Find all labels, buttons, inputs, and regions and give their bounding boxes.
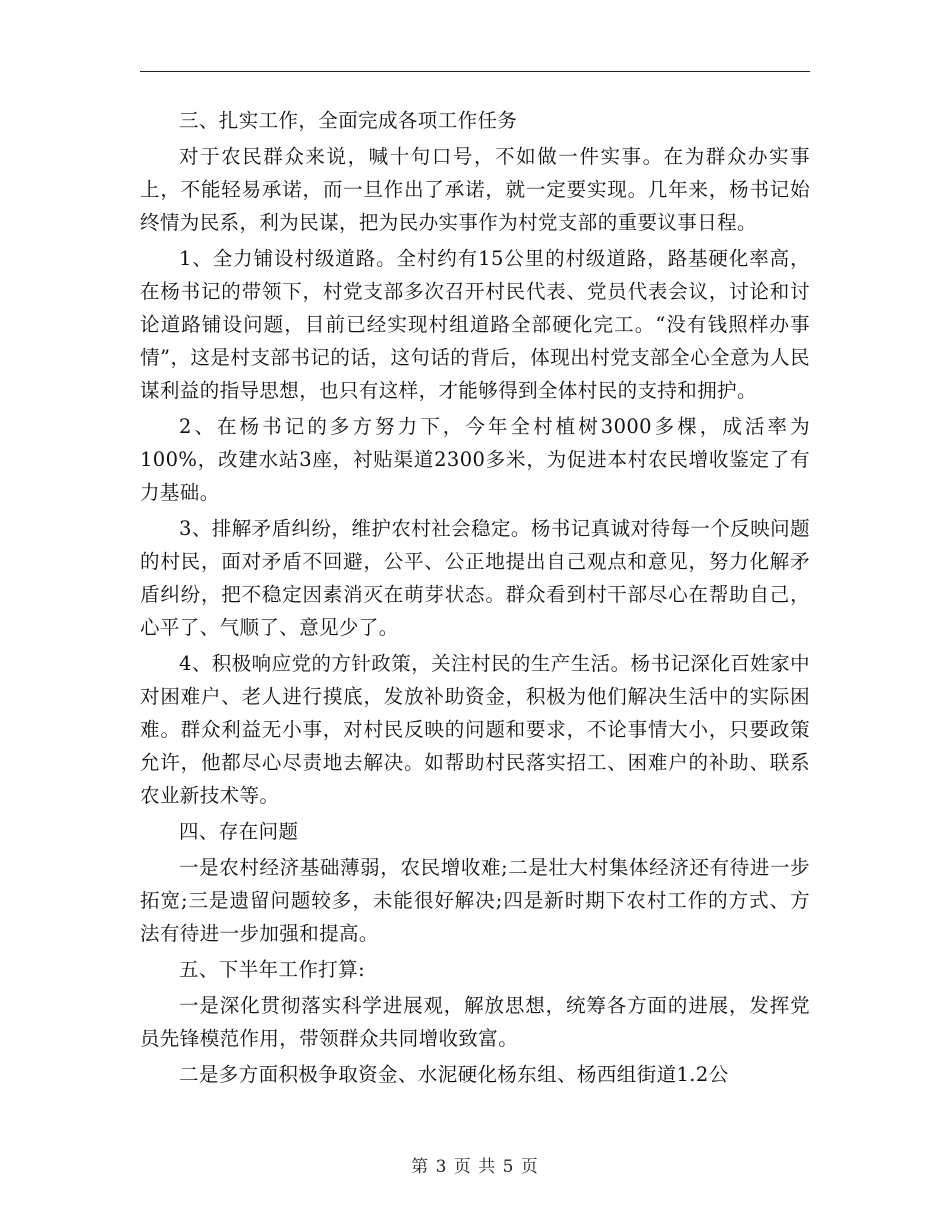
paragraph: 2、在杨书记的多方努力下，今年全村植树3000多棵，成活率为100%，改建水站3座，衬贴渠道2300多米，为促进本村农民增收鉴定了有力基础。 [140,415,810,504]
paragraph: 一是深化贯彻落实科学进展观，解放思想，统筹各方面的进展，发挥党员先锋模范作用，带领群众共同增收致富。 [140,994,810,1050]
section-heading-5: 五、下半年工作打算: [179,958,366,981]
section-heading-4: 四、存在问题 [179,820,299,843]
page-footer: 第 3 页 共 5 页 [411,1157,539,1177]
paragraph: 一是农村经济基础薄弱，农民增收难;二是壮大村集体经济还有待进一步拓宽;三是遗留问题较多，未能很好解决;四是新时期下农村工作的方式、方法有待进一步加强和提高。 [140,856,810,945]
paragraph: 对于农民群众来说，喊十句口号，不如做一件实事。在为群众办实事上，不能轻易承诺，而一旦作出了承诺，就一定要实现。几年来，杨书记始终情为民系，利为民谋，把为民办实事作为村党支部的重要议事日程。 [140,145,810,234]
paragraph: 1、全力铺设村级道路。全村约有15公里的村级道路，路基硬化率高，在杨书记的带领下，村党支部多次召开村民代表、党员代表会议，讨论和讨论道路铺设问题，目前已经实现村组道路全部硬化完工。“没有钱照样办事情”，这是村支部书记的话，这句话的背后，体现出村党支部全心全意为人民谋利益的指导思想，也只有这样，才能够得到全体村民的支持和拥护。 [140,247,810,402]
paragraph: 3、排解矛盾纠纷，维护农村社会稳定。杨书记真诚对待每一个反映问题的村民，面对矛盾不回避，公平、公正地提出自己观点和意见，努力化解矛盾纠纷，把不稳定因素消灭在萌芽状态。群众看到村干部尽心在帮助自己，心平了、气顺了、意见少了。 [140,517,810,639]
document-body [140,104,810,1094]
paragraph: 4、积极响应党的方针政策，关注村民的生产生活。杨书记深化百姓家中对困难户、老人进行摸底，发放补助资金，积极为他们解决生活中的实际困难。群众利益无小事，对村民反映的问题和要求，不论事情大小，只要政策允许，他都尽心尽责地去解决。如帮助村民落实招工、困难户的补助、联系农业新技术等。 [140,652,810,807]
section-heading-3: 三、扎实工作，全面完成各项工作任务 [179,109,518,132]
paragraph: 二是多方面积极争取资金、水泥硬化杨东组、杨西组街道1.2公 [179,1063,729,1086]
header-rule [140,71,810,72]
